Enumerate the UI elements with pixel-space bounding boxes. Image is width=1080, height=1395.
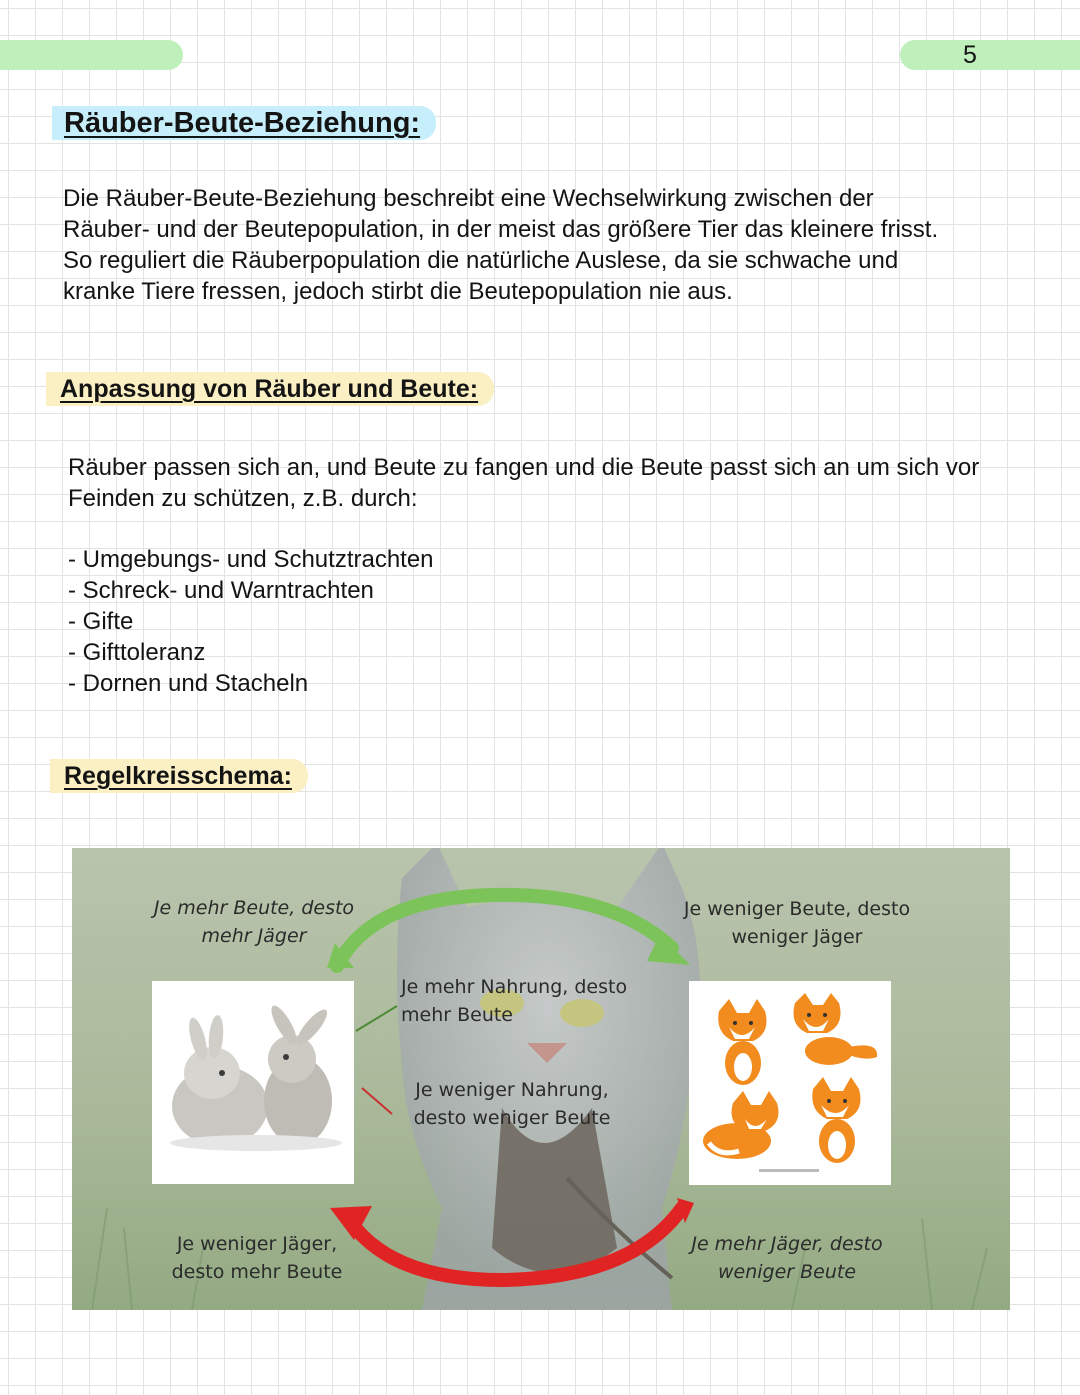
caption-top-right xyxy=(662,895,932,951)
caption-center-top xyxy=(401,973,651,1029)
heading-control-loop: Regelkreisschema: xyxy=(50,759,308,793)
list-item: - Gifte xyxy=(68,608,134,635)
list-item: - Umgebungs- und Schutztrachten xyxy=(68,546,434,573)
caption-center-bottom xyxy=(397,1076,627,1132)
page-number: 5 xyxy=(963,41,977,69)
caption-top-left xyxy=(134,894,374,950)
caption-line: weniger Jäger xyxy=(731,926,863,948)
caption-line: Je mehr Beute, desto xyxy=(153,897,355,919)
caption-line: Je mehr Nahrung, desto xyxy=(401,976,628,998)
intro-line: Räuber- und der Beutepopulation, in der meist das größere Tier das kleinere frisst. xyxy=(63,216,939,243)
caption-bottom-right xyxy=(672,1230,902,1286)
list-item: - Schreck- und Warntrachten xyxy=(68,577,374,604)
header-highlight-left xyxy=(0,40,183,70)
caption-bottom-left xyxy=(157,1230,357,1286)
heading-predator-prey: Räuber-Beute-Beziehung: xyxy=(52,106,436,140)
adaptation-line: Räuber passen sich an, und Beute zu fangen und die Beute passt sich an um sich vor xyxy=(68,454,980,481)
adaptation-paragraph xyxy=(68,452,1073,514)
adaptation-list xyxy=(68,544,434,699)
caption-line: desto weniger Beute xyxy=(413,1107,611,1129)
caption-line: mehr Beute xyxy=(401,1004,513,1026)
list-item: - Dornen und Stacheln xyxy=(68,670,309,697)
foxes-image xyxy=(689,981,891,1185)
list-item: - Gifttoleranz xyxy=(68,639,206,666)
intro-line: Die Räuber-Beute-Beziehung beschreibt eine Wechselwirkung zwischen der xyxy=(63,185,874,212)
predator-panel xyxy=(689,981,891,1185)
intro-paragraph xyxy=(63,183,1053,307)
adaptation-line: Feinden zu schützen, z.B. durch: xyxy=(68,485,418,512)
caption-line: weniger Beute xyxy=(717,1261,857,1283)
fox-icon xyxy=(703,1091,779,1159)
heading-adaptation: Anpassung von Räuber und Beute: xyxy=(46,372,494,406)
caption-line: Je weniger Jäger, xyxy=(176,1233,338,1255)
intro-line: So reguliert die Räuberpopulation die natürliche Auslese, da sie schwache und xyxy=(63,247,899,274)
caption-line: Je mehr Jäger, desto xyxy=(691,1233,883,1255)
caption-line: mehr Jäger xyxy=(201,925,307,947)
header-highlight-right xyxy=(900,40,1080,70)
control-loop-diagram xyxy=(72,848,1010,1310)
rabbits-image xyxy=(152,981,354,1184)
fox-icon xyxy=(718,999,766,1085)
caption-line: desto mehr Beute xyxy=(171,1261,343,1283)
fox-icon xyxy=(812,1077,860,1163)
fox-icon xyxy=(794,993,878,1065)
prey-panel xyxy=(152,981,354,1184)
caption-line: Je weniger Nahrung, xyxy=(415,1079,609,1101)
intro-line: kranke Tiere fressen, jedoch stirbt die Beutepopulation nie aus. xyxy=(63,278,733,305)
caption-line: Je weniger Beute, desto xyxy=(683,898,911,920)
